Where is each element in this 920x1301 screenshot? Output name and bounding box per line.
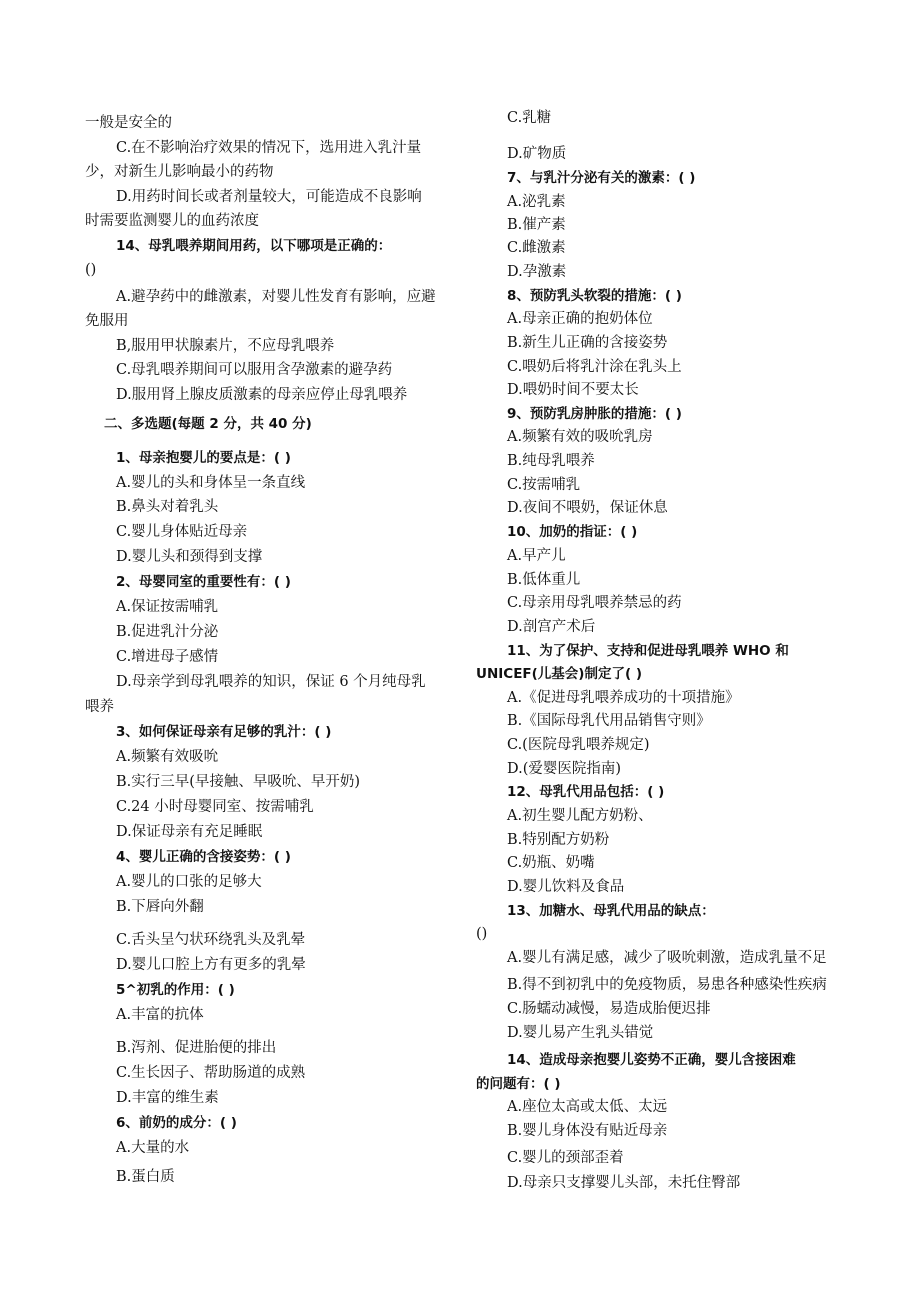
option-c: C.按需哺乳	[507, 477, 581, 493]
option-b: B.蛋白质	[116, 1169, 175, 1185]
option-b: B.催产素	[507, 217, 566, 233]
option-d: D.母亲学到母乳喂养的知识，保证 6 个月纯母乳	[116, 674, 426, 690]
option-b: B.特别配方奶粉	[507, 832, 610, 848]
option-a: A.避孕药中的雌激素，对婴儿性发育有影响，应避	[116, 289, 436, 305]
option-d: D.矿物质	[507, 146, 567, 162]
question-10: 10、加奶的指证：( )	[507, 524, 638, 540]
text-line: 免服用	[85, 313, 129, 329]
option-b: B.低体重儿	[507, 572, 581, 588]
question-8: 8、预防乳头软裂的措施：( )	[507, 288, 682, 304]
option-b: B,服用甲状腺素片，不应母乳喂养	[116, 338, 335, 354]
question-5: 5^初乳的作用：( )	[116, 982, 235, 998]
option-c: C.(医院母乳喂养规定)	[507, 737, 650, 753]
option-d: D.服用肾上腺皮质激素的母亲应停止母乳喂养	[116, 387, 408, 403]
option-c: C.乳糖	[507, 110, 552, 126]
option-d: D.丰富的维生素	[116, 1090, 219, 1106]
question-4: 4、婴儿正确的含接姿势：( )	[116, 849, 291, 865]
text-line: 一般是安全的	[85, 115, 172, 131]
option-a: A.大量的水	[116, 1140, 190, 1156]
section-heading: 二、多选题(每题 2 分，共 40 分)	[104, 416, 312, 432]
option-c: C.增进母子感情	[116, 649, 219, 665]
option-a: A.婴儿的口张的足够大	[116, 874, 262, 890]
option-d: D.婴儿饮料及食品	[507, 879, 625, 895]
option-c: C.奶瓶、奶嘴	[507, 855, 595, 871]
question-11-cont: UNICEF(儿基会)制定了( )	[476, 666, 643, 682]
option-b: B.下唇向外翻	[116, 899, 204, 915]
option-d: D.婴儿口腔上方有更多的乳晕	[116, 957, 306, 973]
option-a: A.初生婴儿配方奶粉、	[507, 808, 653, 824]
option-a: A.丰富的抗体	[116, 1007, 204, 1023]
option-c: C.母乳喂养期间可以服用含孕激素的避孕药	[116, 362, 393, 378]
option-a: A.座位太高或太低、太远	[507, 1099, 668, 1115]
question-7: 7、与乳汁分泌有关的激素：( )	[507, 170, 696, 186]
option-b: B.婴儿身体没有贴近母亲	[507, 1123, 668, 1139]
option-c: C.婴儿的颈部歪着	[507, 1150, 624, 1166]
option-d: D.婴儿易产生乳头错觉	[507, 1025, 654, 1041]
option-a: A.婴儿的头和身体呈一条直线	[116, 475, 306, 491]
text-line: 喂养	[85, 699, 114, 715]
question-13: 13、加糖水、母乳代用品的缺点：	[507, 903, 715, 919]
text-line: 时需要监测婴儿的血药浓度	[85, 213, 259, 229]
option-c: C.在不影响治疗效果的情况下，选用进入乳汁量	[116, 140, 422, 156]
question-11: 11、为了保护、支持和促进母乳喂养 WHO 和	[507, 643, 789, 659]
option-d: D.母亲只支撑婴儿头部，未托住臀部	[507, 1175, 741, 1191]
question-14: 14、造成母亲抱婴儿姿势不正确，婴儿含接困难	[507, 1052, 796, 1068]
question-9: 9、预防乳房肿胀的措施：( )	[507, 406, 682, 422]
option-a: A.《促进母乳喂养成功的十项措施》	[507, 690, 740, 706]
option-c: C.肠蠕动减慢，易造成胎便迟排	[507, 1001, 711, 1017]
option-a: A.频繁有效的吸吮乳房	[507, 429, 653, 445]
option-d: D.用药时间长或者剂量较大，可能造成不良影响	[116, 189, 422, 205]
answer-blank: ()	[85, 262, 97, 278]
option-d: D.婴儿头和颈得到支撑	[116, 549, 263, 565]
option-a: A.保证按需哺乳	[116, 599, 219, 615]
option-d: D.孕激素	[507, 264, 567, 280]
option-c: C.婴儿身体贴近母亲	[116, 524, 248, 540]
option-c: C.舌头呈勺状环绕乳头及乳晕	[116, 932, 306, 948]
question-14-cont: 的问题有：( )	[476, 1076, 561, 1092]
option-d: D.夜间不喂奶，保证休息	[507, 500, 668, 516]
option-d: D.保证母亲有充足睡眠	[116, 824, 263, 840]
option-b: B.促进乳汁分泌	[116, 624, 219, 640]
question-14: 14、母乳喂养期间用药，以下哪项是正确的：	[116, 238, 392, 254]
question-6: 6、前奶的成分：( )	[116, 1115, 237, 1131]
option-c: C.生长因子、帮助肠道的成熟	[116, 1065, 306, 1081]
question-3: 3、如何保证母亲有足够的乳汁：( )	[116, 724, 332, 740]
option-d: D.喂奶时间不要太长	[507, 382, 639, 398]
option-a: A.婴儿有满足感，减少了吸吮刺激，造成乳量不足	[507, 950, 827, 966]
option-b: B.纯母乳喂养	[507, 453, 595, 469]
option-b: B.《国际母乳代用品销售守则》	[507, 713, 711, 729]
option-c: C.母亲用母乳喂养禁忌的药	[507, 595, 682, 611]
option-c: C.24 小时母婴同室、按需哺乳	[116, 799, 314, 815]
answer-blank: ()	[476, 926, 488, 942]
question-2: 2、母婴同室的重要性有：( )	[116, 574, 291, 590]
text-line: 少，对新生儿影响最小的药物	[85, 164, 274, 180]
option-b: B.鼻头对着乳头	[116, 499, 219, 515]
option-a: A.频繁有效吸吮	[116, 749, 219, 765]
option-c: C.雌激素	[507, 240, 566, 256]
option-c: C.喂奶后将乳汁涂在乳头上	[507, 359, 682, 375]
option-a: A.母亲正确的抱奶体位	[507, 311, 653, 327]
option-b: B.泻剂、促进胎便的排出	[116, 1040, 277, 1056]
option-b: B.新生儿正确的含接姿势	[507, 335, 668, 351]
option-d: D.剖宫产术后	[507, 619, 596, 635]
option-a: A.早产儿	[507, 548, 566, 564]
option-d: D.(爱婴医院指南)	[507, 761, 622, 777]
option-a: A.泌乳素	[507, 194, 566, 210]
question-12: 12、母乳代用品包括：( )	[507, 784, 665, 800]
option-b: B.得不到初乳中的免疫物质，易患各种感染性疾病	[507, 977, 827, 993]
option-b: B.实行三早(早接触、早吸吮、早开奶)	[116, 774, 361, 790]
question-1: 1、母亲抱婴儿的要点是：( )	[116, 450, 291, 466]
